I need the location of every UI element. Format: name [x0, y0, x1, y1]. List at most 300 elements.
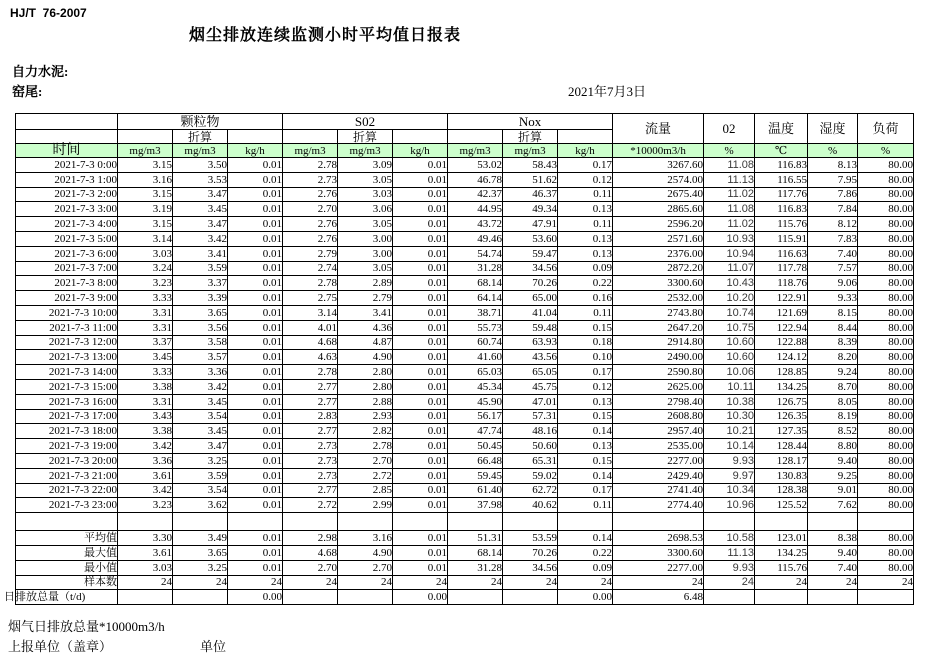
blank-cell [393, 130, 448, 144]
value-cell: 116.63 [755, 246, 808, 261]
value-cell: 8.19 [808, 409, 858, 424]
value-cell: 3.15 [118, 158, 173, 173]
unit-header: kg/h [393, 144, 448, 158]
value-cell: 3300.60 [613, 276, 704, 291]
value-cell: 59.48 [503, 320, 558, 335]
value-cell: 45.75 [503, 379, 558, 394]
value-cell: 65.31 [503, 453, 558, 468]
value-cell: 2.77 [283, 394, 338, 409]
company-label: 自力水泥: [12, 64, 69, 79]
value-cell: 49.34 [503, 202, 558, 217]
value-cell: 10.20 [704, 291, 755, 306]
value-cell: 3.54 [173, 483, 228, 498]
hour-row [16, 365, 914, 380]
value-cell: 11.13 [704, 172, 755, 187]
blank-cell [558, 130, 613, 144]
units-header-row [16, 144, 914, 158]
spacer-row [16, 513, 914, 531]
value-cell: 0.10 [558, 350, 613, 365]
value-cell: 2.80 [338, 365, 393, 380]
value-cell: 9.93 [704, 453, 755, 468]
value-cell: 0.01 [393, 409, 448, 424]
value-cell: 2.89 [338, 276, 393, 291]
value-cell: 0.01 [393, 246, 448, 261]
value-cell: 9.40 [808, 545, 858, 560]
value-cell: 2.83 [283, 409, 338, 424]
time-cell: 2021-7-3 19:00 [16, 439, 118, 454]
value-cell: 3.09 [338, 158, 393, 173]
value-cell: 0.01 [393, 158, 448, 173]
value-cell: 0.01 [228, 335, 283, 350]
value-cell: 66.48 [448, 453, 503, 468]
value-cell: 8.80 [808, 439, 858, 454]
value-cell: 6.48 [613, 590, 704, 605]
value-cell: 59.47 [503, 246, 558, 261]
value-cell: 7.57 [808, 261, 858, 276]
value-cell: 37.98 [448, 498, 503, 513]
value-cell: 3.37 [118, 335, 173, 350]
value-cell: 3.19 [118, 202, 173, 217]
value-cell: 2.73 [283, 453, 338, 468]
value-cell: 0.01 [228, 305, 283, 320]
value-cell [173, 590, 228, 605]
value-cell: 8.20 [808, 350, 858, 365]
value-cell: 80.00 [858, 365, 914, 380]
value-cell: 31.28 [448, 560, 503, 575]
value-cell: 3.23 [118, 276, 173, 291]
time-cell: 2021-7-3 16:00 [16, 394, 118, 409]
value-cell: 53.02 [448, 158, 503, 173]
time-cell: 2021-7-3 21:00 [16, 468, 118, 483]
blank-cell [16, 114, 118, 130]
value-cell: 70.26 [503, 545, 558, 560]
value-cell: 0.15 [558, 453, 613, 468]
unit-header: % [858, 144, 914, 158]
value-cell: 3.62 [173, 498, 228, 513]
value-cell: 0.12 [558, 379, 613, 394]
value-cell: 0.14 [558, 468, 613, 483]
col-group-particulate: 颗粒物 [118, 114, 283, 130]
site-label: 窑尾: [12, 84, 43, 99]
blank-cell [558, 513, 613, 531]
value-cell: 2277.00 [613, 560, 704, 575]
blank-cell [448, 513, 503, 531]
time-cell: 2021-7-3 17:00 [16, 409, 118, 424]
value-cell: 80.00 [858, 305, 914, 320]
value-cell: 3.47 [173, 217, 228, 232]
value-cell: 124.12 [755, 350, 808, 365]
time-cell: 2021-7-3 7:00 [16, 261, 118, 276]
value-cell: 11.02 [704, 217, 755, 232]
value-cell: 123.01 [755, 531, 808, 546]
value-cell: 0.11 [558, 498, 613, 513]
time-cell: 2021-7-3 9:00 [16, 291, 118, 306]
value-cell [704, 590, 755, 605]
value-cell: 80.00 [858, 560, 914, 575]
value-cell: 127.35 [755, 424, 808, 439]
value-cell: 117.76 [755, 187, 808, 202]
time-cell: 2021-7-3 18:00 [16, 424, 118, 439]
value-cell: 2.73 [283, 468, 338, 483]
value-cell: 10.94 [704, 246, 755, 261]
value-cell: 0.01 [228, 424, 283, 439]
value-cell: 2.78 [283, 276, 338, 291]
time-cell: 2021-7-3 14:00 [16, 365, 118, 380]
summary-row [16, 531, 914, 546]
blank-cell [808, 513, 858, 531]
value-cell: 0.12 [558, 172, 613, 187]
value-cell: 2625.00 [613, 379, 704, 394]
value-cell: 2.88 [338, 394, 393, 409]
value-cell: 0.01 [228, 350, 283, 365]
value-cell: 2.70 [283, 202, 338, 217]
value-cell: 38.71 [448, 305, 503, 320]
value-cell: 10.58 [704, 531, 755, 546]
blank-cell [228, 513, 283, 531]
value-cell: 3.61 [118, 545, 173, 560]
value-cell: 3.25 [173, 453, 228, 468]
value-cell: 0.17 [558, 483, 613, 498]
value-cell [283, 590, 338, 605]
value-cell: 2.80 [338, 379, 393, 394]
unit-header: *10000m3/h [613, 144, 704, 158]
value-cell: 0.11 [558, 305, 613, 320]
value-cell: 2872.20 [613, 261, 704, 276]
value-cell: 4.01 [283, 320, 338, 335]
value-cell: 0.01 [393, 424, 448, 439]
value-cell: 2.73 [283, 172, 338, 187]
value-cell: 3.03 [118, 560, 173, 575]
value-cell: 0.01 [228, 453, 283, 468]
value-cell: 0.01 [228, 545, 283, 560]
value-cell: 80.00 [858, 335, 914, 350]
value-cell: 4.68 [283, 545, 338, 560]
time-cell: 2021-7-3 5:00 [16, 231, 118, 246]
value-cell: 0.01 [228, 172, 283, 187]
value-cell: 10.93 [704, 231, 755, 246]
value-cell: 10.60 [704, 350, 755, 365]
value-cell: 3.43 [118, 409, 173, 424]
value-cell: 118.76 [755, 276, 808, 291]
value-cell: 0.01 [393, 439, 448, 454]
value-cell: 0.01 [228, 320, 283, 335]
value-cell: 24 [858, 575, 914, 590]
value-cell: 2914.80 [613, 335, 704, 350]
value-cell: 80.00 [858, 379, 914, 394]
value-cell: 0.01 [393, 560, 448, 575]
value-cell: 2.74 [283, 261, 338, 276]
value-cell: 7.40 [808, 560, 858, 575]
value-cell: 2865.60 [613, 202, 704, 217]
value-cell: 63.93 [503, 335, 558, 350]
value-cell: 0.00 [228, 590, 283, 605]
value-cell: 0.01 [228, 439, 283, 454]
value-cell: 9.25 [808, 468, 858, 483]
value-cell: 4.68 [283, 335, 338, 350]
value-cell: 0.17 [558, 365, 613, 380]
value-cell: 3.65 [173, 305, 228, 320]
value-cell: 3.49 [173, 531, 228, 546]
hour-row [16, 217, 914, 232]
value-cell: 3.42 [173, 231, 228, 246]
value-cell: 2774.40 [613, 498, 704, 513]
value-cell: 40.62 [503, 498, 558, 513]
value-cell: 10.14 [704, 439, 755, 454]
value-cell: 7.95 [808, 172, 858, 187]
blank-cell [118, 513, 173, 531]
value-cell: 59.45 [448, 468, 503, 483]
value-cell: 10.30 [704, 409, 755, 424]
value-cell: 0.18 [558, 335, 613, 350]
value-cell: 80.00 [858, 394, 914, 409]
unit-header: % [808, 144, 858, 158]
converted-header: 折算 [338, 130, 393, 144]
value-cell: 58.43 [503, 158, 558, 173]
value-cell: 80.00 [858, 261, 914, 276]
value-cell: 57.31 [503, 409, 558, 424]
value-cell: 2.77 [283, 379, 338, 394]
value-cell: 2.78 [338, 439, 393, 454]
value-cell: 10.96 [704, 498, 755, 513]
value-cell: 0.01 [228, 560, 283, 575]
value-cell: 2698.53 [613, 531, 704, 546]
value-cell: 10.60 [704, 335, 755, 350]
value-cell: 3.58 [173, 335, 228, 350]
time-cell: 2021-7-3 23:00 [16, 498, 118, 513]
value-cell: 2.76 [283, 187, 338, 202]
value-cell: 0.16 [558, 291, 613, 306]
blank-cell [16, 130, 118, 144]
value-cell: 3.23 [118, 498, 173, 513]
value-cell: 0.01 [228, 291, 283, 306]
value-cell: 70.26 [503, 276, 558, 291]
hour-row [16, 320, 914, 335]
value-cell: 0.01 [393, 335, 448, 350]
value-cell: 8.13 [808, 158, 858, 173]
value-cell: 80.00 [858, 158, 914, 173]
value-cell: 80.00 [858, 409, 914, 424]
value-cell: 0.01 [393, 379, 448, 394]
hour-row [16, 187, 914, 202]
blank-cell [755, 513, 808, 531]
value-cell: 3.14 [283, 305, 338, 320]
time-cell: 2021-7-3 6:00 [16, 246, 118, 261]
value-cell: 0.13 [558, 202, 613, 217]
value-cell: 45.90 [448, 394, 503, 409]
value-cell: 3.45 [118, 350, 173, 365]
summary-row [16, 575, 914, 590]
value-cell: 45.34 [448, 379, 503, 394]
value-cell: 2.99 [338, 498, 393, 513]
unit-header: kg/h [228, 144, 283, 158]
value-cell: 2571.60 [613, 231, 704, 246]
value-cell: 80.00 [858, 531, 914, 546]
value-cell: 3.03 [338, 187, 393, 202]
time-cell: 2021-7-3 4:00 [16, 217, 118, 232]
value-cell: 80.00 [858, 202, 914, 217]
value-cell: 0.09 [558, 560, 613, 575]
value-cell: 3.16 [118, 172, 173, 187]
time-cell: 2021-7-3 8:00 [16, 276, 118, 291]
value-cell: 3.16 [338, 531, 393, 546]
blank-cell [393, 513, 448, 531]
value-cell: 10.38 [704, 394, 755, 409]
value-cell: 80.00 [858, 187, 914, 202]
value-cell: 56.17 [448, 409, 503, 424]
value-cell: 0.09 [558, 261, 613, 276]
standard-code: HJ/T 76-2007 [10, 6, 87, 20]
value-cell: 3.50 [173, 158, 228, 173]
time-cell: 2021-7-3 0:00 [16, 158, 118, 173]
flue-gas-daily-total-note: 烟气日排放总量*10000m3/h [8, 619, 165, 634]
hour-row [16, 409, 914, 424]
value-cell: 2798.40 [613, 394, 704, 409]
hour-row [16, 276, 914, 291]
value-cell: 122.91 [755, 291, 808, 306]
hour-row [16, 202, 914, 217]
value-cell: 2.85 [338, 483, 393, 498]
value-cell: 116.55 [755, 172, 808, 187]
value-cell: 130.83 [755, 468, 808, 483]
value-cell [755, 590, 808, 605]
converted-header: 折算 [173, 130, 228, 144]
value-cell: 41.60 [448, 350, 503, 365]
value-cell: 10.43 [704, 276, 755, 291]
value-cell: 8.05 [808, 394, 858, 409]
value-cell: 9.40 [808, 453, 858, 468]
value-cell: 46.78 [448, 172, 503, 187]
value-cell: 0.01 [228, 202, 283, 217]
summary-label-cell: 样本数 [16, 575, 118, 590]
value-cell: 3.45 [173, 202, 228, 217]
value-cell: 80.00 [858, 424, 914, 439]
value-cell: 2590.80 [613, 365, 704, 380]
value-cell: 0.01 [228, 365, 283, 380]
value-cell: 3.47 [173, 439, 228, 454]
value-cell: 3.25 [173, 560, 228, 575]
value-cell: 0.15 [558, 409, 613, 424]
hour-row [16, 483, 914, 498]
value-cell: 9.24 [808, 365, 858, 380]
summary-label-cell: 最大值 [16, 545, 118, 560]
value-cell: 0.01 [393, 483, 448, 498]
value-cell: 0.01 [393, 305, 448, 320]
value-cell [448, 590, 503, 605]
value-cell: 0.01 [228, 409, 283, 424]
value-cell: 128.38 [755, 483, 808, 498]
value-cell: 2743.80 [613, 305, 704, 320]
col-group-nox: Nox [448, 114, 613, 130]
value-cell: 3.42 [118, 483, 173, 498]
value-cell: 24 [755, 575, 808, 590]
value-cell: 4.90 [338, 545, 393, 560]
time-cell: 2021-7-3 20:00 [16, 453, 118, 468]
hour-row [16, 246, 914, 261]
value-cell: 2596.20 [613, 217, 704, 232]
value-cell: 34.56 [503, 560, 558, 575]
value-cell: 0.01 [228, 261, 283, 276]
value-cell: 2.70 [283, 560, 338, 575]
value-cell: 0.01 [228, 231, 283, 246]
value-cell: 51.31 [448, 531, 503, 546]
summary-label-cell: 最小值 [16, 560, 118, 575]
value-cell: 11.02 [704, 187, 755, 202]
value-cell: 64.14 [448, 291, 503, 306]
value-cell: 0.01 [393, 320, 448, 335]
value-cell: 53.59 [503, 531, 558, 546]
value-cell: 59.02 [503, 468, 558, 483]
value-cell: 4.36 [338, 320, 393, 335]
value-cell: 49.46 [448, 231, 503, 246]
value-cell: 2675.40 [613, 187, 704, 202]
value-cell: 2.98 [283, 531, 338, 546]
value-cell [858, 590, 914, 605]
summary-label-cell [4, 590, 118, 605]
value-cell: 47.01 [503, 394, 558, 409]
value-cell: 68.14 [448, 276, 503, 291]
col-group-so2: S02 [283, 114, 448, 130]
value-cell: 3.65 [173, 545, 228, 560]
blank-cell [16, 513, 118, 531]
blank-cell [173, 513, 228, 531]
value-cell: 0.01 [228, 187, 283, 202]
report-date: 2021年7月3日 [568, 84, 647, 99]
value-cell: 0.01 [228, 246, 283, 261]
value-cell: 3.61 [118, 468, 173, 483]
value-cell: 3.36 [118, 453, 173, 468]
value-cell: 3.38 [118, 379, 173, 394]
value-cell: 0.01 [228, 158, 283, 173]
value-cell: 50.45 [448, 439, 503, 454]
value-cell: 0.01 [393, 350, 448, 365]
value-cell: 126.35 [755, 409, 808, 424]
value-cell: 43.72 [448, 217, 503, 232]
value-cell: 80.00 [858, 217, 914, 232]
value-cell: 3.05 [338, 261, 393, 276]
blank-cell [228, 130, 283, 144]
value-cell: 80.00 [858, 231, 914, 246]
value-cell: 80.00 [858, 483, 914, 498]
value-cell: 7.86 [808, 187, 858, 202]
value-cell: 134.25 [755, 379, 808, 394]
value-cell: 24 [118, 575, 173, 590]
value-cell: 3.59 [173, 261, 228, 276]
value-cell: 31.28 [448, 261, 503, 276]
time-cell: 2021-7-3 2:00 [16, 187, 118, 202]
value-cell: 0.01 [393, 531, 448, 546]
value-cell: 47.91 [503, 217, 558, 232]
unit-header: mg/m3 [173, 144, 228, 158]
value-cell: 3.59 [173, 468, 228, 483]
value-cell: 80.00 [858, 172, 914, 187]
value-cell: 2.75 [283, 291, 338, 306]
monitoring-table [4, 113, 914, 605]
value-cell: 2.77 [283, 483, 338, 498]
value-cell: 80.00 [858, 320, 914, 335]
value-cell: 10.75 [704, 320, 755, 335]
hour-row [16, 424, 914, 439]
converted-header: 折算 [503, 130, 558, 144]
value-cell: 2608.80 [613, 409, 704, 424]
value-cell: 47.74 [448, 424, 503, 439]
time-cell: 2021-7-3 12:00 [16, 335, 118, 350]
value-cell: 115.76 [755, 217, 808, 232]
value-cell: 3.47 [173, 187, 228, 202]
value-cell: 10.06 [704, 365, 755, 380]
value-cell: 54.74 [448, 246, 503, 261]
value-cell: 9.93 [704, 560, 755, 575]
value-cell: 0.01 [393, 394, 448, 409]
